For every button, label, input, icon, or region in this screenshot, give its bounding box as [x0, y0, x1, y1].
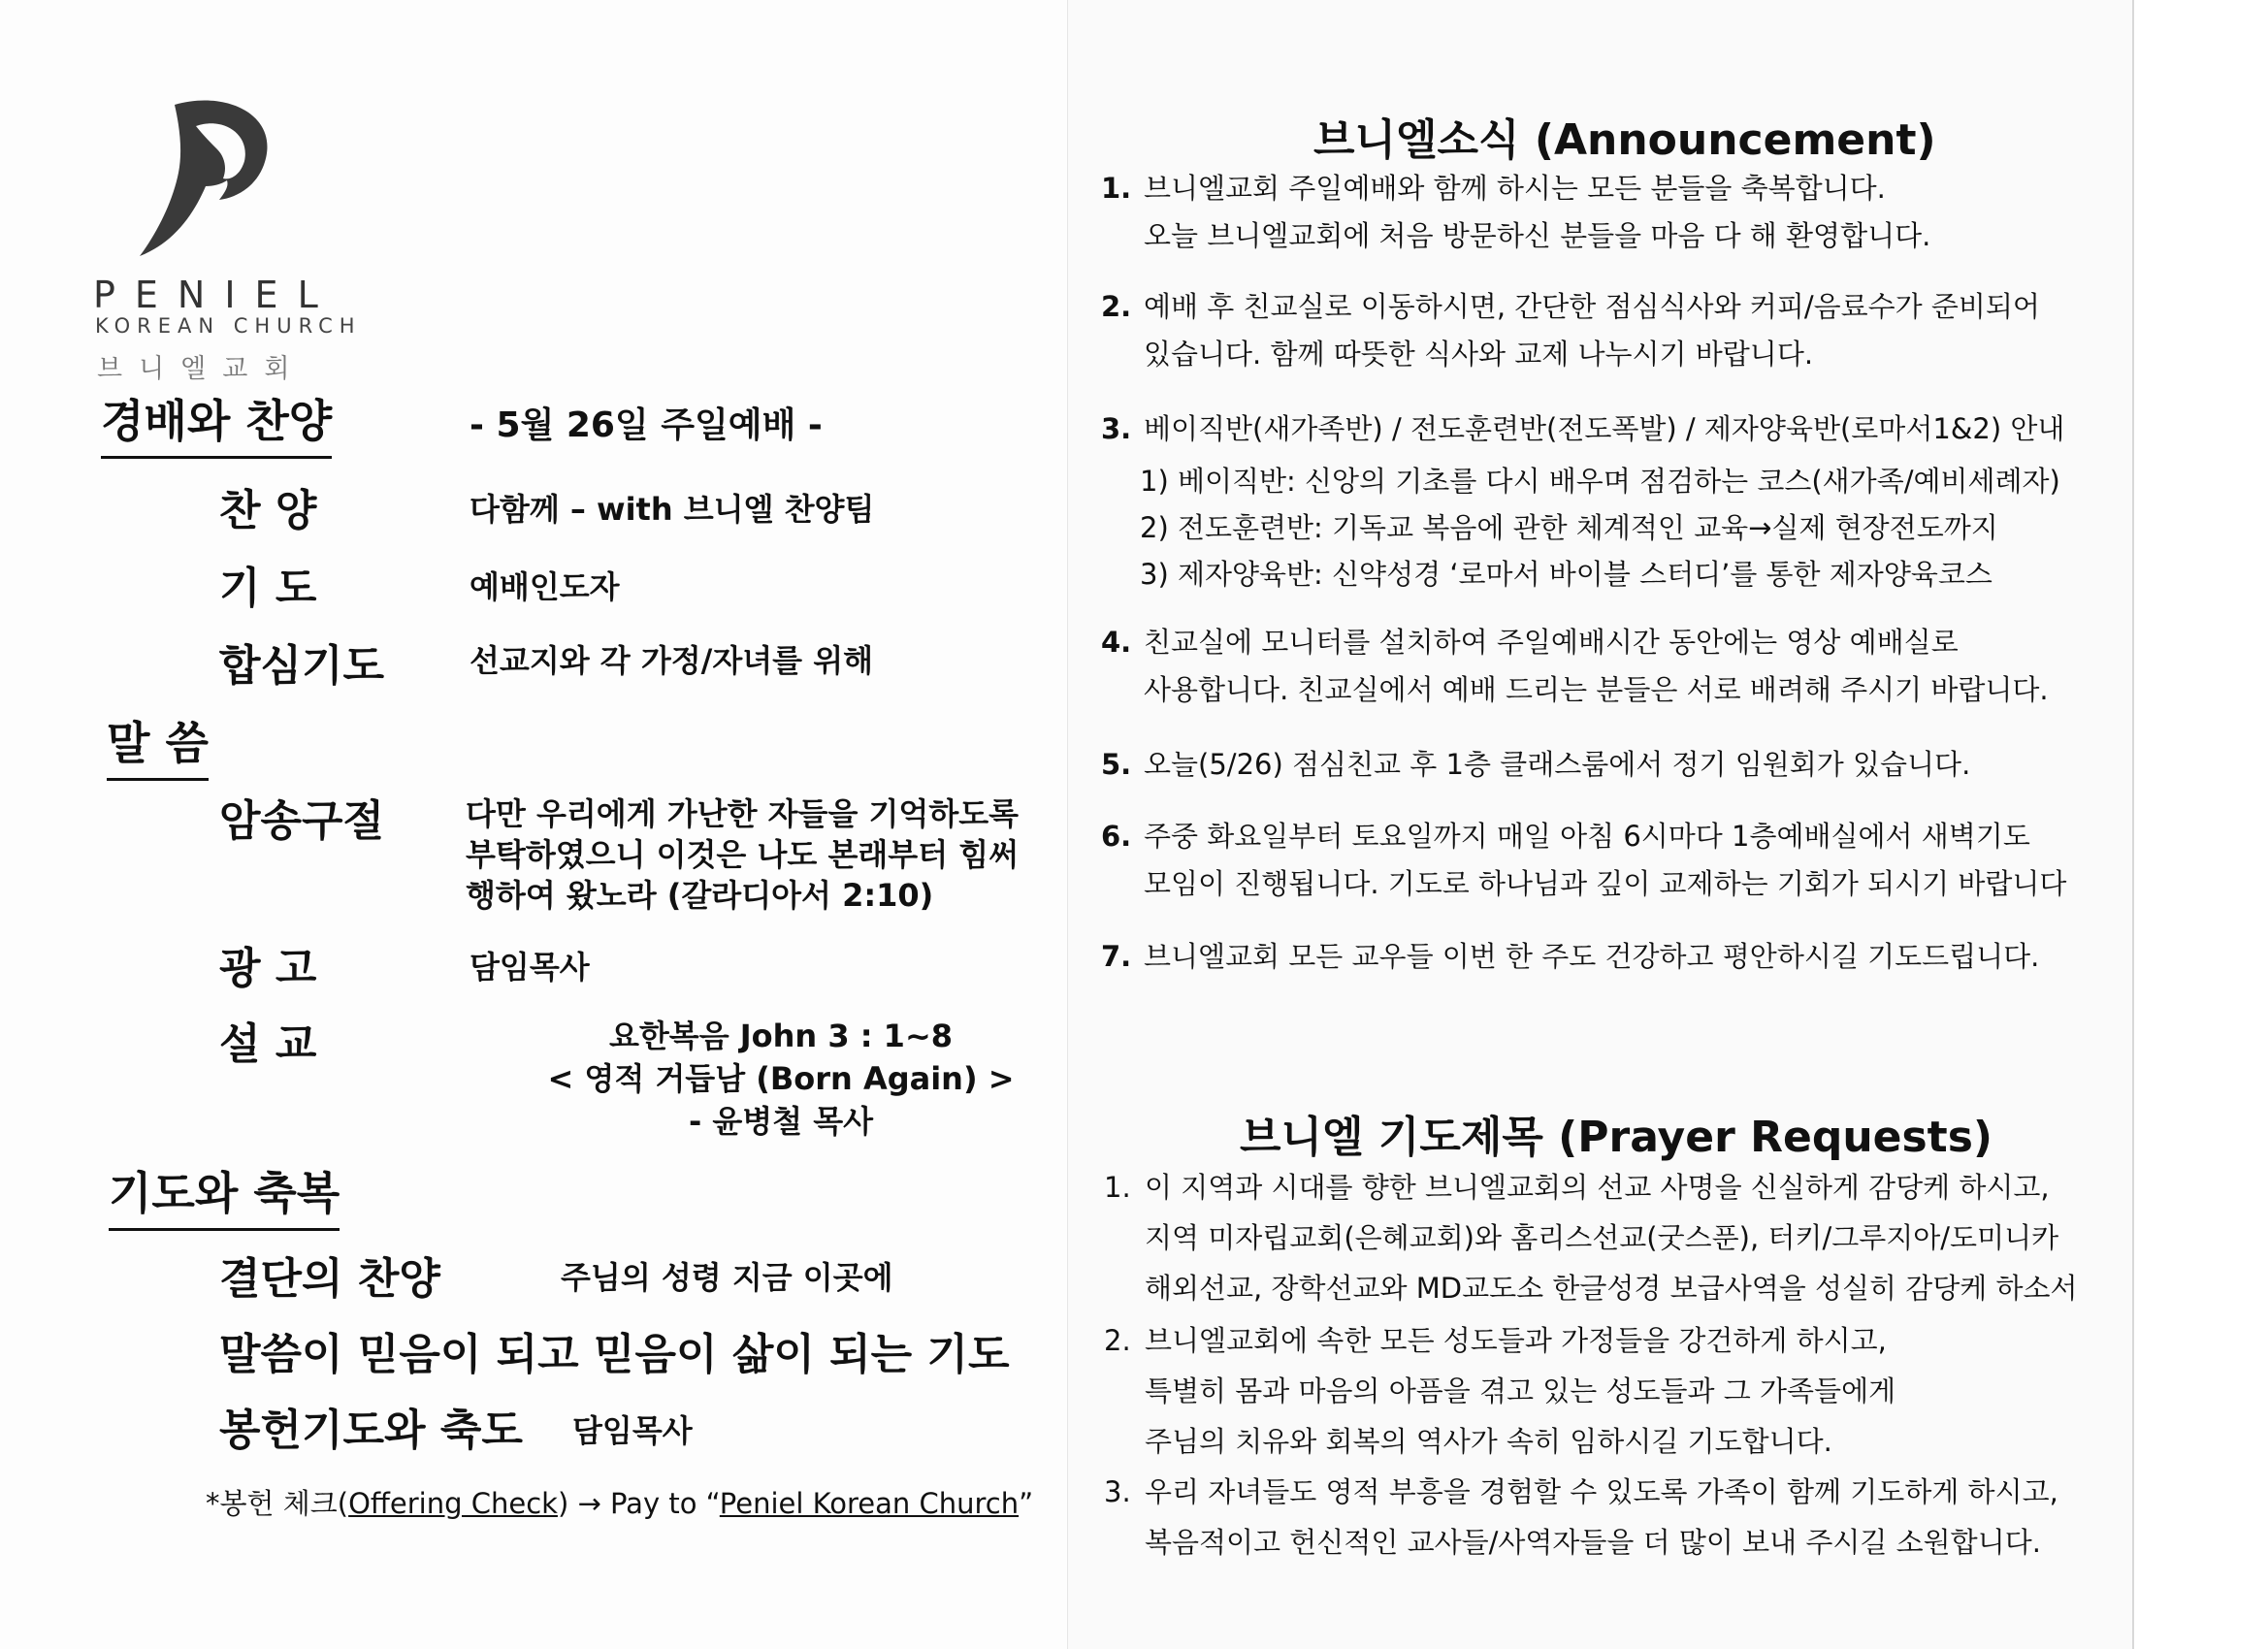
announcement-item-7 — [1101, 933, 2039, 981]
prayer-line: 주님의 치유와 회복의 역사가 속히 임하시길 기도합니다. — [1145, 1425, 1832, 1458]
memory-verse-label: 암송구절 — [219, 796, 385, 846]
prayer-line: 이 지역과 시대를 향한 브니엘교회의 선교 사명을 신실하게 감당케 하시고, — [1145, 1171, 2050, 1204]
praise-label: 찬 양 — [219, 486, 317, 535]
announcement-item-1 — [1101, 165, 1930, 260]
announcement-number: 2. — [1101, 290, 1132, 323]
offering-note-prefix: *봉헌 체크( — [206, 1487, 349, 1520]
announcement-line: 모임이 진행됩니다. 기도로 하나님과 깊이 교제하는 기회가 되시기 바랍니다 — [1144, 867, 2067, 900]
sermon-label: 설 교 — [219, 1019, 317, 1069]
class-info-discipleship: 3) 제자양육반: 신약성경 ‘로마서 바이블 스터디’를 통한 제자양육코스 — [1140, 558, 1993, 591]
class-info-evangelism: 2) 전도훈련반: 기독교 복음에 관한 체계적인 교육→실제 현장전도까지 — [1140, 511, 1998, 544]
prayer-number: 3. — [1104, 1475, 1131, 1508]
announcement-line: 오늘(5/26) 점심친교 후 1층 클래스룸에서 정기 임원회가 있습니다. — [1144, 748, 1971, 781]
announcement-line: 친교실에 모니터를 설치하여 주일예배시간 동안에는 영상 예배실로 — [1144, 626, 1959, 659]
sermon-title: < 영적 거듭남 (Born Again) > — [547, 1060, 1015, 1097]
offering-note — [206, 1482, 1033, 1522]
prayer-line: 지역 미자립교회(은혜교회)와 홈리스선교(굿스푼), 터키/그루지아/도미니카 — [1145, 1221, 2059, 1254]
announcement-label: 광 고 — [219, 944, 317, 993]
prayer-line: 우리 자녀들도 영적 부흥을 경험할 수 있도록 가족이 함께 기도하게 하시고, — [1145, 1475, 2058, 1508]
prayer-request-1 — [1104, 1162, 2078, 1313]
announcement-line: 오늘 브니엘교회에 처음 방문하신 분들을 마음 다 해 환영합니다. — [1144, 219, 1931, 252]
prayer-line: 특별히 몸과 마음의 아픔을 겪고 있는 성도들과 그 가족들에게 — [1145, 1374, 1896, 1407]
announcement-number: 1. — [1101, 172, 1132, 205]
unison-prayer-label: 합심기도 — [219, 641, 385, 691]
unison-prayer-value: 선교지와 각 가정/자녀를 위해 — [470, 642, 874, 679]
blessing-section-title: 기도와 축복 — [109, 1158, 340, 1231]
peniel-logo-icon — [136, 97, 281, 262]
memory-verse-line: 다만 우리에게 가난한 자들을 기억하도록 — [466, 795, 1020, 832]
logo-subtitle: KOREAN CHURCH — [95, 314, 362, 338]
sermon-preacher: - 윤병철 목사 — [688, 1103, 874, 1140]
logo-name: PENIEL — [93, 274, 338, 316]
announcement-line: 사용합니다. 친교실에서 예배 드리는 분들은 서로 배려해 주시기 바랍니다. — [1144, 673, 2049, 706]
announcement-item-6 — [1101, 813, 2066, 908]
offering-label: 봉헌기도와 축도 — [219, 1406, 523, 1455]
hymn-label: 결단의 찬양 — [219, 1254, 440, 1304]
offering-church-name: Peniel Korean Church — [719, 1487, 1020, 1520]
announcement-line: 있습니다. 함께 따뜻한 식사와 교제 나누시기 바랍니다. — [1144, 338, 1814, 371]
announcement-item-4 — [1101, 619, 2049, 714]
prayer-number: 1. — [1104, 1171, 1131, 1204]
announcement-number: 7. — [1101, 940, 1132, 973]
memory-verse-text — [466, 793, 1019, 916]
class-info-basic: 1) 베이직반: 신앙의 기초를 다시 배우며 점검하는 코스(새가족/예비세례자) — [1140, 465, 2060, 498]
offering-value: 담임목사 — [572, 1412, 693, 1449]
announcements-title: 브니엘소식 (Announcement) — [1313, 115, 1936, 165]
announcement-line: 예배 후 친교실로 이동하시면, 간단한 점심식사와 커피/음료수가 준비되어 — [1144, 290, 2040, 323]
prayer-request-3 — [1104, 1467, 2058, 1568]
memory-verse-line: 부탁하였으니 이것은 나도 본래부터 힘써 — [466, 836, 1020, 873]
prayer-value: 예배인도자 — [470, 568, 620, 605]
sermon-block — [524, 1015, 1038, 1143]
logo-korean: 브니엘교회 — [97, 354, 307, 384]
announcement-item-2 — [1101, 283, 2040, 378]
announcement-number: 3. — [1101, 412, 1132, 445]
prayer-requests-title: 브니엘 기도제목 (Prayer Requests) — [1240, 1113, 1993, 1162]
announcement-value: 담임목사 — [470, 949, 590, 986]
announcement-number: 6. — [1101, 820, 1132, 853]
hymn-value: 주님의 성령 지금 이곳에 — [561, 1259, 893, 1296]
announcement-number: 4. — [1101, 626, 1132, 659]
offering-note-mid: ) → Pay to “ — [557, 1487, 720, 1520]
announcement-line: 주중 화요일부터 토요일까지 매일 아침 6시마다 1층예배실에서 새벽기도 — [1144, 820, 2030, 853]
offering-note-suffix: ” — [1019, 1487, 1034, 1520]
announcement-line: 베이직반(새가족반) / 전도훈련반(전도폭발) / 제자양육반(로마서1&2) 안내 — [1144, 412, 2065, 445]
announcement-line: 브니엘교회 모든 교우들 이번 한 주도 건강하고 평안하시길 기도드립니다. — [1144, 940, 2040, 973]
closing-prayer-line: 말씀이 믿음이 되고 믿음이 삶이 되는 기도 — [219, 1330, 1010, 1379]
page-edge — [2132, 0, 2268, 1649]
prayer-line: 브니엘교회에 속한 모든 성도들과 가정들을 강건하게 하시고, — [1145, 1324, 1887, 1357]
announcement-number: 5. — [1101, 748, 1132, 781]
offering-check-text: Offering Check — [348, 1487, 558, 1520]
announcement-line: 브니엘교회 주일예배와 함께 하시는 모든 분들을 축복합니다. — [1144, 172, 1886, 205]
memory-verse-line: 행하여 왔노라 (갈라디아서 2:10) — [466, 877, 934, 914]
prayer-request-2 — [1104, 1315, 1895, 1467]
worship-section-title: 경배와 찬양 — [101, 386, 332, 459]
word-section-title: 말 씀 — [107, 708, 209, 781]
service-title: - 5월 26일 주일예배 - — [470, 405, 823, 445]
prayer-number: 2. — [1104, 1324, 1131, 1357]
announcement-item-5 — [1101, 741, 1970, 789]
prayer-line: 복음적이고 헌신적인 교사들/사역자들을 더 많이 보내 주시길 소원합니다. — [1145, 1526, 2041, 1559]
prayer-line: 해외선교, 장학선교와 MD교도소 한글성경 보급사역을 성실히 감당케 하소서 — [1145, 1272, 2078, 1305]
prayer-label: 기 도 — [219, 564, 317, 613]
sermon-scripture: 요한복음 John 3 : 1~8 — [608, 1018, 954, 1054]
praise-value: 다함께 – with 브니엘 찬양팀 — [470, 491, 875, 528]
announcement-item-3 — [1101, 405, 2064, 453]
